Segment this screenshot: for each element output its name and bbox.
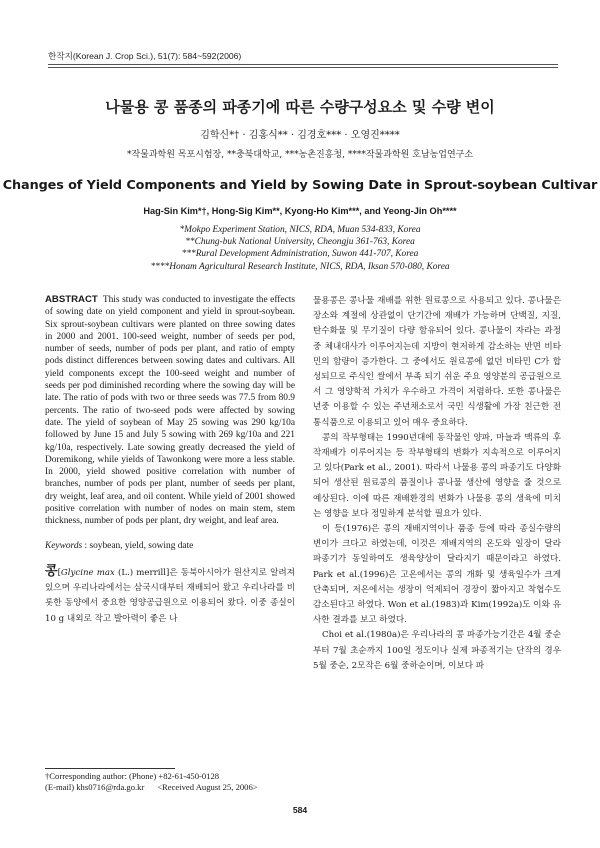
- header-rule-top: [48, 64, 558, 65]
- page-number: 584: [292, 805, 308, 815]
- journal-citation: 한작지(Korean J. Crop Sci.), 51(7): 584~592(2006): [48, 51, 242, 61]
- abstract: [45, 294, 295, 528]
- intro-species: Glycine max: [60, 567, 115, 578]
- korean-affiliations: *작물과학원 목포시험장, **충북대학교, ***농촌진흥청, ****작물과학원 호남농업연구소: [126, 150, 474, 160]
- right-column: [313, 294, 561, 674]
- intro-first-char: 콩: [45, 563, 58, 579]
- footnote-contact: †Corresponding author: (Phone) +82-61-450-0128: [45, 771, 220, 781]
- body-paragraph: Choi et al.(1980a)은 우리나라의 콩 파종가능기간은 4월 중순부터 7월 초순까지 100일 정도이나 실제 파종적기는 단작의 경우 5월 중순, 2모작은 6월 중하순이며, 이보다 파: [313, 630, 561, 671]
- intro-text: (L.) merrill]은 동북아시아가 원산지로 알려져 있으며 우리나라에서는 삼국시대부터 재배되어 왔고 우리나라를 비롯한 동양에서 중요한 영양공급원으로 이용되어 왔다. 이중 종실이 10 g 내외로 작고 발아력이 좋은 나: [45, 567, 295, 624]
- korean-title: 나물용 콩 품종의 파종기에 따른 수량구성요소 및 수량 변이: [105, 98, 495, 116]
- left-column: [45, 294, 295, 627]
- english-affiliations: [0, 224, 600, 273]
- affiliation-line: ****Honam Agricultural Research Institute, NICS, RDA, Iksan 570-080, Korea: [150, 261, 450, 272]
- abstract-label: ABSTRACT: [45, 294, 98, 305]
- keywords-label: Keywords: [45, 540, 83, 551]
- footnote: [45, 771, 300, 793]
- body-paragraph: 콩의 작부형태는 1990년대에 동작물인 양파, 마늘과 맥류의 후작재배가 이루어지는 등 작부형태의 변화가 지속적으로 이루어지고 있다(Park et al., 2001). 따라서 나물용 콩의 파종기도 다양화되어 생산된 원료콩의 품질이나 콩나물 생산에 영향을 줄 것으로 예상된다. 이에 따른 재배환경의 변화가 나물용 콩의 생육에 미치는 영향을 보다 정밀하게 분석할 필요가 있다.: [313, 432, 561, 519]
- body-paragraph: 물용콩은 콩나물 재배를 위한 원료콩으로 사용되고 있다. 콩나물은 장소와 계절에 상관없이 단기간에 재배가 가능하며 단백질, 지질, 탄수화물 및 무기질이 다량 함유되어 있다. 콩나물이 자라는 과정 중 체내대사가 이루어지는데 지방이 현저하게 감소하는 반면 비타민의 함량이 증가한다. 그 중에서도 원료콩에 없던 비타민 C가 합성되므로 주식인 쌀에서 부족 되기 쉬운 주요 영양분의 공급원으로서 그 영양학적 가치가 우수하고 가격이 저렴하다. 또한 콩나물은 년중 이용할 수 있는 주년채소로서 국민 식생활에 가장 친근한 전통식품으로 이용되고 있어 매우 중요하다.: [313, 296, 561, 428]
- abstract-text: This study was conducted to investigate the effects of sowing date on yield component and yield in sprout-soybean. Six sprout-soybean cultivars were planted on three sowing dates in 2000 and 2001. 100-seed weight, number of seeds per pod, number of seeds, number of pods per plant, and ratio of empty pods distinct differences between sowing dates and cultivars. All yield components except the 100-seed weight and number of seeds per pod diminished recording where the sowing day will be late. The ratio of pods with two or three seeds was 77.5 from 80.9 percents. The ratio of two-seed pods were affected by sowing date. The yield of soybean of May 25 sowing was 290 kg/10a followed by June 15 and July 5 sowing with 269 kg/10a and 221 kg/10a, respectively. Late sowing greatly decreased the yield of Doremikong, while yields of Tawonkong were more a less stable. In 2000, yield showed positive correlation with number of branches, number of pods per plant, number of seeds per plant, dry weight, leaf area, and oil content. While yield of 2001 showed positive correlation with number of nodes on main stem, stem thickness, number of pods per plant, dry weight, and leaf area.: [45, 295, 295, 527]
- body-paragraph: 이 등(1976)은 콩의 재배지역이나 품종 등에 따라 종실수량의 변이가 크다고 하였는데, 이것은 재배지역의 온도와 일장이 달라 파종기가 동일하여도 생육양상이 달라지기 때문이라고 하였다. Park et al.(1996)은 고온에서는 콩의 개화 및 생육일수가 크게 단축되며, 저온에서는 생장이 억제되어 경장이 짧아지고 착협수도 감소된다고 하였다. Won et al.(1983)과 Kim(1992a)도 이와 유사한 결과를 보고 하였다.: [313, 524, 561, 626]
- affiliation-line: *Mokpo Experiment Station, NICS, RDA, Muan 534-833, Korea: [179, 225, 421, 235]
- footnote-rule: [45, 768, 175, 769]
- footnote-email: (E-mail) khs0716@rda.go.kr <Received August 25, 2006>: [45, 782, 258, 792]
- keywords: [45, 540, 295, 552]
- keywords-text: : soybean, yield, sowing date: [84, 540, 194, 551]
- affiliation-line: **Chung-buk National University, Cheongju 361-763, Korea: [185, 237, 415, 248]
- english-title: Changes of Yield Components and Yield by Sowing Date in Sprout-soybean Cultivar: [2, 178, 598, 193]
- english-authors: Hag-Sin Kim*†, Hong-Sig Kim**, Kyong-Ho Kim***, and Yeong-Jin Oh****: [143, 206, 457, 216]
- header-rule-bottom: [48, 67, 558, 68]
- affiliation-line: ***Rural Development Administration, Suwon 441-707, Korea: [181, 249, 419, 260]
- introduction-start: 콩[Glycine max (L.) merrill]은 동북아시아가 원산지로 알려져 있으며 우리나라에서는 삼국시대부터 재배되어 왔고 우리나라를 비롯한 동양에서 중요한 영양공급원으로 이용되어 왔다. 이중 종실이 10 g 내외로 작고 발아력이 좋은 나: [45, 563, 295, 624]
- korean-authors: 김학신*† · 김홍식** · 김경호*** · 오영진****: [200, 130, 400, 141]
